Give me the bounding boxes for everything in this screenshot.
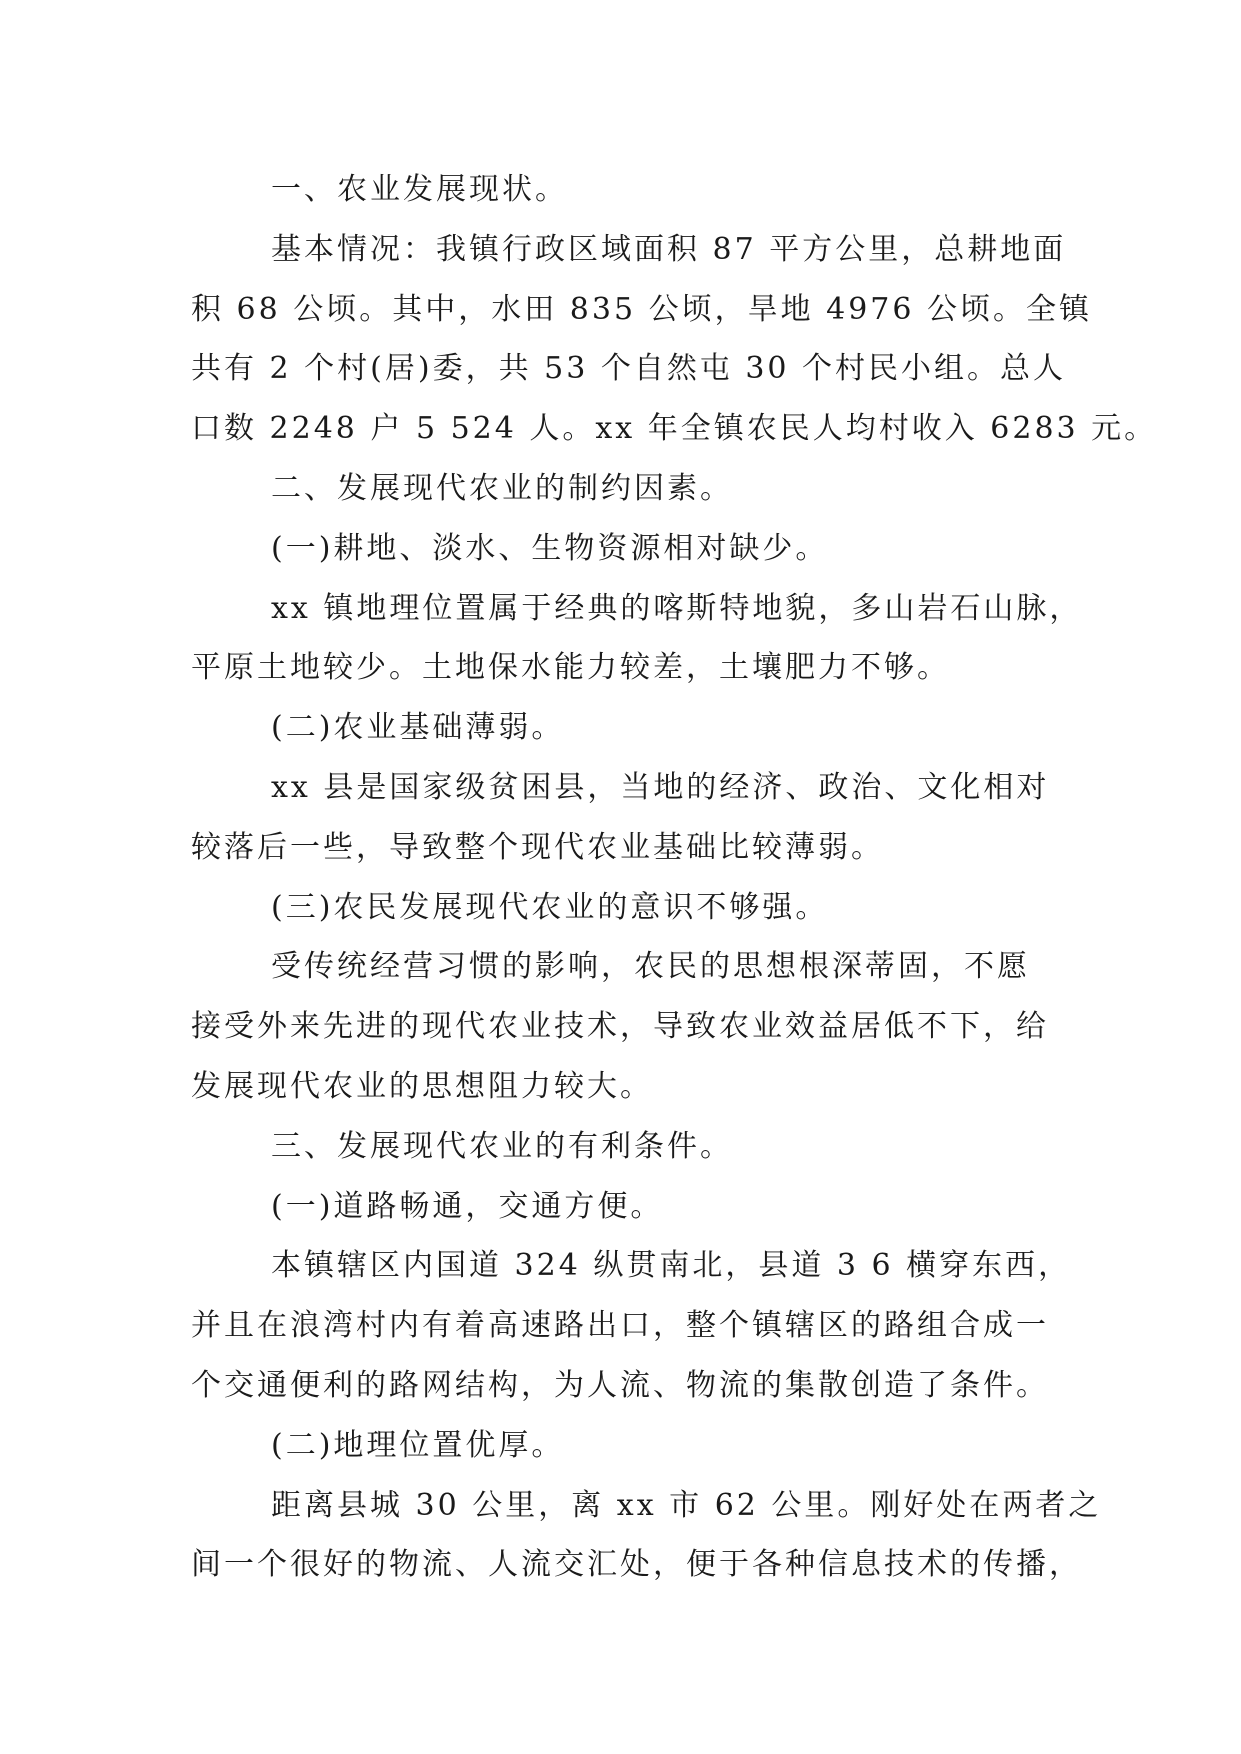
paragraph-line: 积 68 公顷。其中，水田 835 公顷，旱地 4976 公顷。全镇 bbox=[191, 291, 1092, 327]
paragraph-line: xx 县是国家级贫困县，当地的经济、政治、文化相对 bbox=[271, 769, 1050, 805]
paragraph-line: 间一个很好的物流、人流交汇处，便于各种信息技术的传播， bbox=[191, 1547, 1082, 1583]
subsection-heading: (一)耕地、淡水、生物资源相对缺少。 bbox=[271, 530, 829, 566]
subsection-heading: (三)农民发展现代农业的意识不够强。 bbox=[271, 889, 829, 925]
paragraph-line: 接受外来先进的现代农业技术，导致农业效益居低不下，给 bbox=[191, 1009, 1049, 1045]
subsection-heading: (一)道路畅通，交通方便。 bbox=[271, 1188, 664, 1224]
paragraph-line: 口数 2248 户 5 524 人。xx 年全镇农民人均村收入 6283 元。 bbox=[191, 411, 1158, 447]
paragraph-line: 平原土地较少。土地保水能力较差，土壤肥力不够。 bbox=[191, 650, 950, 686]
section-heading-3: 三、发展现代农业的有利条件。 bbox=[271, 1128, 733, 1164]
document-body bbox=[191, 160, 1158, 1595]
paragraph-line: 发展现代农业的思想阻力较大。 bbox=[191, 1068, 653, 1104]
section-heading-2: 二、发展现代农业的制约因素。 bbox=[271, 470, 733, 506]
section-heading-1: 一、农业发展现状。 bbox=[271, 172, 568, 207]
paragraph-line: xx 镇地理位置属于经典的喀斯特地貌，多山岩石山脉， bbox=[271, 590, 1083, 626]
subsection-heading: (二)农业基础薄弱。 bbox=[271, 710, 565, 746]
paragraph-line: 受传统经营习惯的影响，农民的思想根深蒂固，不愿 bbox=[271, 949, 1030, 985]
paragraph-line: 本镇辖区内国道 324 纵贯南北，县道 3 6 横穿东西， bbox=[271, 1248, 1072, 1284]
paragraph-line: 基本情况：我镇行政区域面积 87 平方公里，总耕地面 bbox=[271, 231, 1067, 267]
paragraph-line: 距离县城 30 公里，离 xx 市 62 公里。刚好处在两者之 bbox=[271, 1487, 1102, 1523]
paragraph-line: 个交通便利的路网结构，为人流、物流的集散创造了条件。 bbox=[191, 1367, 1049, 1403]
paragraph-line: 共有 2 个村(居)委，共 53 个自然屯 30 个村民小组。总人 bbox=[191, 351, 1067, 387]
paragraph-line: 并且在浪湾村内有着高速路出口，整个镇辖区的路组合成一 bbox=[191, 1308, 1049, 1344]
subsection-heading: (二)地理位置优厚。 bbox=[271, 1427, 565, 1463]
paragraph-line: 较落后一些，导致整个现代农业基础比较薄弱。 bbox=[191, 829, 884, 865]
